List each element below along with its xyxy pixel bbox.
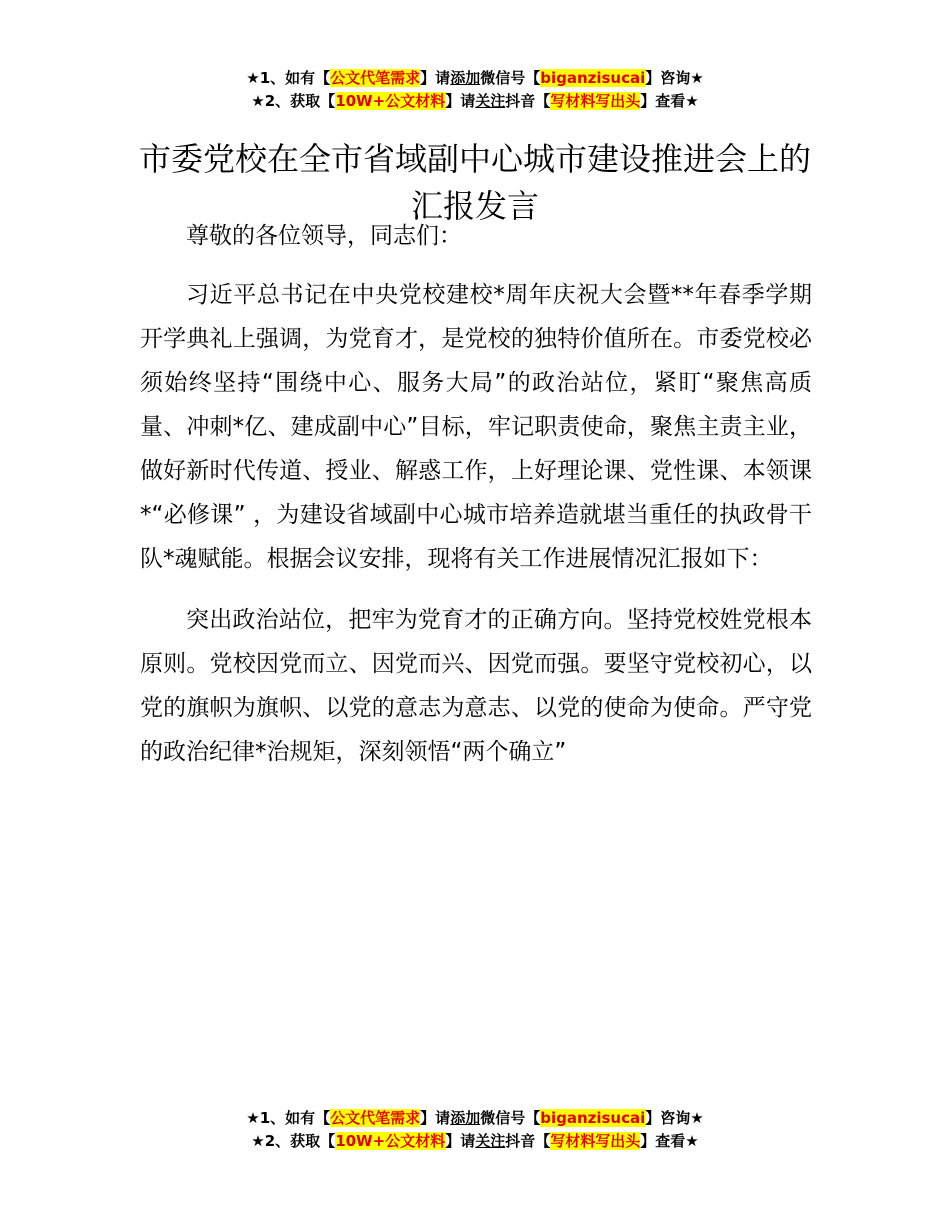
promo-text: 微信号【 <box>480 1109 541 1127</box>
promo-text: 】查看★ <box>640 92 699 110</box>
promo-text: 】请 <box>420 69 451 87</box>
promo-text: 抖音【 <box>505 92 551 110</box>
promo-text: 】请 <box>445 92 476 110</box>
promo-highlight: 10W+公文材料 <box>335 1132 446 1150</box>
promo-text: ★2、获取【 <box>251 1132 336 1150</box>
promo-underline: 添加 <box>450 1109 481 1127</box>
promo-highlight: 公文代笔需求 <box>330 69 421 87</box>
promo-highlight: 写材料写出头 <box>550 92 641 110</box>
header-promo-banner <box>0 67 950 113</box>
promo-underline: 关注 <box>475 1132 506 1150</box>
promo-text: ★1、如有【 <box>246 69 331 87</box>
footer-promo-banner <box>0 1107 950 1153</box>
promo-highlight: 写材料写出头 <box>550 1132 641 1150</box>
promo-line-2 <box>0 1130 950 1153</box>
promo-highlight: 10W+公文材料 <box>335 92 446 110</box>
document-body <box>140 214 812 774</box>
promo-text: 】查看★ <box>640 1132 699 1150</box>
promo-underline: 添加 <box>450 69 481 87</box>
promo-highlight: 公文代笔需求 <box>330 1109 421 1127</box>
promo-line-1 <box>0 1107 950 1130</box>
promo-text: 】咨询★ <box>645 69 704 87</box>
promo-text: 抖音【 <box>505 1132 551 1150</box>
promo-text: ★2、获取【 <box>251 92 336 110</box>
salutation: 尊敬的各位领导，同志们： <box>186 223 462 249</box>
promo-highlight: biganzisucai <box>540 1109 646 1127</box>
promo-text: 】请 <box>445 1132 476 1150</box>
promo-highlight: biganzisucai <box>540 69 646 87</box>
document-title: 市委党校在全市省域副中心城市建设推进会上的汇报发言 <box>138 140 811 226</box>
promo-text: ★1、如有【 <box>246 1109 331 1127</box>
promo-text: 】咨询★ <box>645 1109 704 1127</box>
promo-text: 】请 <box>420 1109 451 1127</box>
body-paragraph: 突出政治站位，把牢为党育才的正确方向。坚持党校姓党根本原则。党校因党而立、因党而兴、因党而强。要坚守党校初心，以党的旗帜为旗帜、以党的意志为意志、以党的使命为使命。严守党的政治纪律*治规矩，深刻领悟“两个确立” <box>140 607 812 765</box>
body-paragraph: 习近平总书记在中央党校建校*周年庆祝大会暨**年春季学期开学典礼上强调，为党育才，是党校的独特价值所在。市委党校必须始终坚持“围绕中心、服务大局”的政治站位，紧盯“聚焦高质量、冲刺*亿、建成副中心”目标，牢记职责使命，聚焦主责主业，做好新时代传道、授业、解惑工作，上好理论课、党性课、本领课*“必修课” ，为建设省域副中心城市培养造就堪当重任的执政骨干队*魂赋能。根据会议安排，现将有关工作进展情况汇报如下： <box>140 282 812 572</box>
promo-underline: 关注 <box>475 92 506 110</box>
promo-line-1 <box>0 67 950 90</box>
promo-line-2 <box>0 90 950 113</box>
promo-text: 微信号【 <box>480 69 541 87</box>
